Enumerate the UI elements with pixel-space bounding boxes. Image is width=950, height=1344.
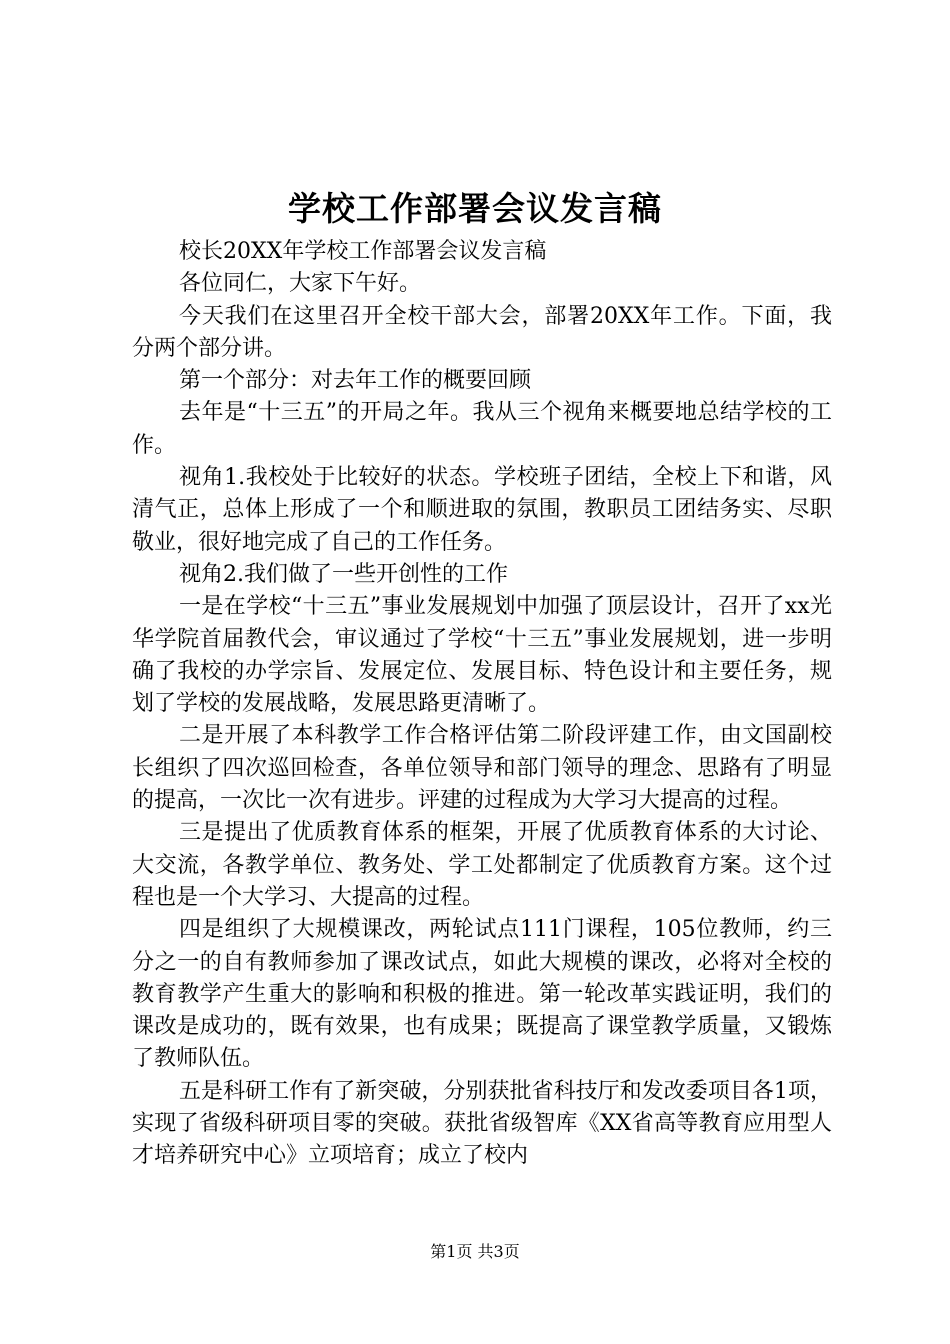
- paragraph: 视角1.我校处于比较好的状态。学校班子团结，全校上下和谐，风清气正，总体上形成了一个和顺进取的氛围，教职员工团结务实、尽职敬业，很好地完成了自己的工作任务。: [132, 465, 832, 555]
- paragraph: 四是组织了大规模课改，两轮试点111门课程，105位教师，约三分之一的自有教师参加了课改试点，如此大规模的课改，必将对全校的教育教学产生重大的影响和积极的推进。第一轮改革实践证明，我们的课改是成功的，既有效果，也有成果；既提高了课堂教学质量，又锻炼了教师队伍。: [132, 917, 832, 1072]
- page-number-footer: 第1页 共3页: [430, 1242, 520, 1261]
- document-body: [132, 236, 832, 1173]
- paragraph: 今天我们在这里召开全校干部大会，部署20XX年工作。下面，我分两个部分讲。: [132, 303, 832, 361]
- paragraph: 五是科研工作有了新突破，分别获批省科技厅和发改委项目各1项，实现了省级科研项目零的突破。获批省级智库《XX省高等教育应用型人才培养研究中心》立项培育；成立了校内: [132, 1078, 832, 1169]
- paragraph: 校长20XX年学校工作部署会议发言稿: [179, 239, 547, 264]
- paragraph: 三是提出了优质教育体系的框架，开展了优质教育体系的大讨论、大交流，各教学单位、教务处、学工处都制定了优质教育方案。这个过程也是一个大学习、大提高的过程。: [132, 820, 832, 910]
- paragraph: 各位同仁，大家下午好。: [179, 271, 422, 297]
- paragraph: 一是在学校“十三五”事业发展规划中加强了顶层设计，召开了xx光华学院首届教代会，审议通过了学校“十三五”事业发展规划，进一步明确了我校的办学宗旨、发展定位、发展目标、特色设计和主要任务，规划了学校的发展战略，发展思路更清晰了。: [132, 594, 832, 717]
- paragraph: 视角2.我们做了一些开创性的工作: [179, 561, 508, 587]
- document-title: 学校工作部署会议发言稿: [288, 189, 662, 228]
- paragraph: 去年是“十三五”的开局之年。我从三个视角来概要地总结学校的工作。: [132, 400, 832, 458]
- paragraph: 第一个部分：对去年工作的概要回顾: [179, 368, 532, 394]
- paragraph: 二是开展了本科教学工作合格评估第二阶段评建工作，由文国副校长组织了四次巡回检查，各单位领导和部门领导的理念、思路有了明显的提高，一次比一次有进步。评建的过程成为大学习大提高的过程。: [132, 723, 832, 814]
